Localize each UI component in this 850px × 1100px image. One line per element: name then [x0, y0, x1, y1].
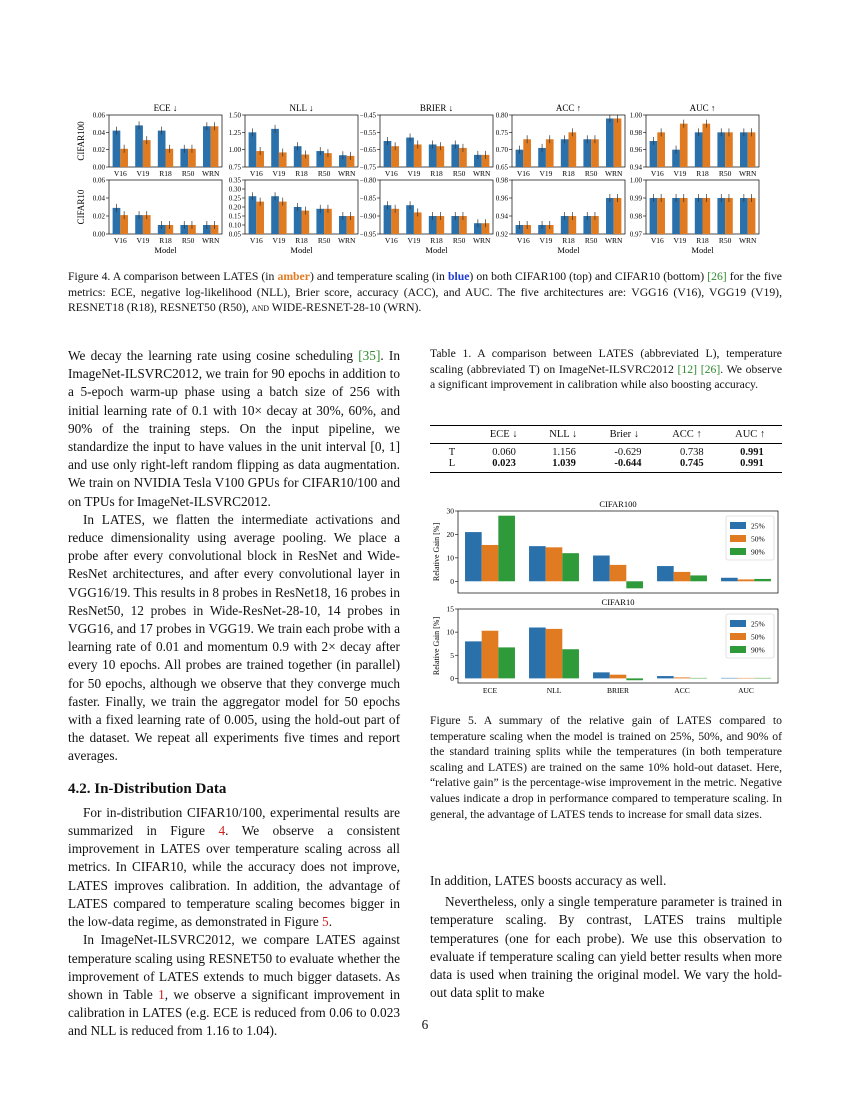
y-tick-label: 0.04 — [92, 128, 105, 137]
y-tick-label: 5 — [450, 650, 454, 660]
y-tick-label: 1.50 — [228, 111, 241, 120]
x-tick-label: V16 — [516, 169, 530, 178]
subplot-cifar100-3 — [496, 103, 625, 178]
citation-link[interactable]: [35] — [358, 348, 381, 363]
y-tick-label: 0.00 — [92, 163, 105, 172]
caption-text: ) on both CIFAR100 (top) and CIFAR10 (bottom) — [469, 270, 708, 283]
temp-scaling-bar — [158, 131, 166, 167]
y-tick-label: 0.15 — [228, 212, 241, 221]
legend — [726, 516, 774, 560]
x-tick-label: R18 — [295, 169, 308, 178]
legend-swatch — [730, 620, 746, 627]
x-tick-label: R18 — [159, 236, 172, 245]
x-tick-label: R50 — [718, 236, 732, 245]
temp-scaling-bar — [561, 139, 569, 167]
table-cell: 1.039 — [552, 458, 576, 469]
x-tick-label: BRIER — [606, 686, 630, 695]
y-tick-label: −0.75 — [359, 163, 376, 172]
subplot-cifar10-2 — [360, 177, 493, 256]
temp-scaling-bar — [717, 198, 725, 234]
y-tick-label: 0.75 — [228, 163, 241, 172]
paragraph — [68, 804, 400, 931]
table-cell: 0.023 — [492, 458, 516, 469]
subplot-title: ACC ↑ — [555, 103, 582, 113]
y-tick-label: −0.90 — [359, 212, 376, 221]
subplot-cifar100-4 — [630, 103, 759, 178]
y-tick-label: 1.00 — [228, 146, 241, 155]
lates-bar — [703, 124, 711, 167]
x-tick-label: V16 — [384, 169, 398, 178]
x-tick-label: V19 — [407, 169, 421, 178]
x-tick-label: V19 — [136, 169, 150, 178]
y-tick-label: 0.94 — [629, 163, 642, 172]
architecture-list: VGG16 (V16), VGG19 (V19), RESNET18 (R18), RESNET50 (R50), and WIDE-RESNET-28-10 (WRN). — [68, 285, 782, 315]
temp-scaling-bar — [740, 132, 748, 167]
y-tick-label: 1.25 — [228, 128, 241, 137]
x-tick-label: R18 — [430, 169, 443, 178]
temp-scaling-bar — [271, 196, 279, 234]
x-tick-label: V19 — [272, 169, 286, 178]
lates-bar — [748, 132, 756, 167]
x-tick-label: R18 — [430, 236, 443, 245]
table-cell: T — [448, 447, 456, 458]
relative-gain-panel-1 — [432, 597, 778, 695]
subplot-cifar10-4 — [630, 177, 759, 256]
caption-text: Table 1. A comparison between LATES (abbreviated L), temperature scaling (abbreviated T) on ImageNet-ILSVRC2012 — [430, 347, 782, 376]
legend-label: 90% — [751, 645, 765, 655]
y-tick-label: 0.02 — [92, 212, 105, 221]
temp-scaling-bar — [113, 131, 121, 167]
lates-bar — [614, 118, 622, 167]
y-tick-label: 0.00 — [92, 230, 105, 239]
y-axis-label: Relative Gain [%] — [432, 522, 441, 582]
x-axis-label: Model — [290, 245, 313, 255]
left-column — [68, 347, 400, 1041]
x-tick-label: V19 — [272, 236, 286, 245]
x-tick-label: R50 — [181, 169, 195, 178]
blue-word: blue — [447, 270, 470, 283]
relative-gain-panel-0 — [432, 499, 778, 593]
y-tick-label: −0.55 — [359, 128, 376, 137]
subplot-cifar10-0 — [76, 177, 222, 256]
y-tick-label: −0.95 — [359, 230, 376, 239]
x-tick-label: WRN — [738, 236, 757, 245]
amber-word: amber — [277, 270, 310, 283]
temp-scaling-bar — [294, 207, 302, 234]
table-cell: 0.738 — [680, 447, 704, 458]
figure-ref-link[interactable]: 4 — [218, 823, 226, 839]
lates-bar — [680, 198, 688, 234]
legend-label: 50% — [751, 534, 765, 544]
x-axis-label: Model — [557, 245, 580, 255]
text: , we observe a significant improvement in calibration in LATES (e.g. ECE is reduced from 0.06 to 0.023 and NLL is reduced from 1.16 to 1.04). — [68, 986, 400, 1039]
subplot-title: NLL ↓ — [289, 103, 314, 113]
subplot-cifar10-3 — [496, 177, 625, 256]
x-tick-label: R50 — [452, 169, 466, 178]
x-tick-label: V19 — [539, 169, 553, 178]
x-tick-label: V16 — [249, 236, 263, 245]
gain-bar-50pct — [482, 631, 499, 679]
table-1 — [430, 425, 782, 473]
x-tick-label: V19 — [673, 236, 687, 245]
panel-title: CIFAR10 — [601, 597, 635, 607]
legend-label: 50% — [751, 632, 765, 642]
table-row — [430, 447, 782, 458]
y-tick-label: 20 — [446, 529, 454, 539]
gain-bar-25pct — [593, 556, 610, 582]
x-tick-label: R50 — [181, 236, 195, 245]
caption-text: for the five metrics: ECE, negative log-likelihood (NLL), Brier score, accuracy (ACC), and AUC. The five architectures are: — [68, 270, 782, 299]
table-header: ACC ↑ — [672, 429, 702, 440]
table-header-row — [430, 429, 782, 440]
y-tick-label: 0.99 — [629, 194, 642, 203]
table-row — [430, 458, 782, 469]
gain-bar-25pct — [657, 676, 674, 678]
legend-label: 25% — [751, 619, 765, 629]
x-tick-label: R18 — [159, 169, 172, 178]
lates-bar — [546, 139, 554, 167]
table-cell: L — [448, 458, 456, 469]
x-tick-label: R18 — [562, 236, 575, 245]
gain-bar-25pct — [465, 641, 482, 678]
text: . In ImageNet-ILSVRC2012, we train for 90 epochs in addition to a 5-epoch warm-up phase using a batch size of 256 with initial learning rate of 0.1 with 10× decay at 30%, 60%, and 90% of the training steps. On the input pipeline, we standardize the input to have values in the unit interval [0, 1] and use only right-left random flipping as data augmentation. We train on NVIDIA Tesla V100 GPUs for CIFAR10/100 and on TPUs for ImageNet-ILSVRC2012. — [68, 348, 400, 509]
gain-bar-50pct — [610, 675, 627, 679]
table-header: AUC ↑ — [735, 429, 766, 440]
y-tick-label: −0.45 — [359, 111, 376, 120]
y-tick-label: 1.00 — [629, 111, 642, 120]
paragraph — [68, 347, 400, 511]
gain-bar-50pct — [546, 629, 563, 678]
caption-text: . We observe a significant improvement in calibration while also boosting accuracy. — [430, 362, 783, 392]
citation-link[interactable]: [26] — [700, 362, 721, 376]
gain-bar-90pct — [562, 553, 579, 581]
x-tick-label: V16 — [650, 236, 664, 245]
x-tick-label: V16 — [516, 236, 530, 245]
caption-text: ) and temperature scaling (in — [309, 270, 448, 283]
x-axis-label: Model — [154, 245, 177, 255]
legend-label: 90% — [751, 547, 765, 557]
lates-bar — [256, 202, 264, 234]
y-tick-label: 0.06 — [92, 111, 105, 120]
temp-scaling-bar — [203, 126, 211, 167]
subplot-title: BRIER ↓ — [419, 103, 454, 113]
x-axis-label: Model — [425, 245, 448, 255]
table-header: Brier ↓ — [609, 429, 640, 440]
x-tick-label: V19 — [136, 236, 150, 245]
gain-bar-50pct — [674, 572, 691, 581]
y-tick-label: 1.00 — [629, 176, 642, 185]
temp-scaling-bar — [135, 125, 143, 167]
text: In ImageNet-ILSVRC2012, we compare LATES against temperature scaling using RESNET50 to evaluate whether the improvement of LATES extends to much bigger datasets. As shown in Table — [68, 932, 400, 1002]
gain-bar-90pct — [562, 649, 579, 678]
lates-bar — [680, 124, 688, 167]
text: . We observe a consistent improvement in LATES over temperature scaling across all metrics. In CIFAR10, while the accuracy does not improve, LATES improves calibration. In addition, the advantage of LATES compared to temperature scaling becomes bigger in the low-data regime, as demonstrated in Figure — [68, 823, 400, 930]
gain-bar-90pct — [498, 516, 515, 582]
legend-swatch — [730, 548, 746, 555]
figure-5-chart — [428, 497, 788, 705]
y-tick-label: 0.98 — [629, 128, 642, 137]
y-tick-label: 0 — [450, 673, 454, 683]
x-tick-label: ACC — [674, 686, 690, 695]
gain-bar-50pct — [546, 547, 563, 581]
y-tick-label: 0.20 — [228, 203, 241, 212]
gain-bar-50pct — [738, 579, 755, 581]
x-tick-label: WRN — [337, 169, 356, 178]
paragraph: Nevertheless, only a single temperature parameter is trained in temperature scaling. By contrast, LATES trains multiple temperatures (one for each probe). We use this observation to evaluate if temperature scaling can yield better results when more data is used when training the original model. We vary the hold-out data split to make — [430, 894, 782, 1001]
x-tick-label: R50 — [584, 236, 598, 245]
subplot-cifar100-1 — [229, 103, 358, 178]
x-tick-label: R18 — [696, 169, 709, 178]
lates-bar — [657, 198, 665, 234]
table-header: ECE ↓ — [489, 429, 518, 440]
y-tick-label: 10 — [446, 553, 454, 563]
x-tick-label: R18 — [562, 169, 575, 178]
x-tick-label: V16 — [384, 236, 398, 245]
x-tick-label: R50 — [317, 236, 331, 245]
y-tick-label: 0.96 — [629, 146, 642, 155]
legend — [726, 614, 774, 658]
table-cell: 0.060 — [492, 447, 516, 458]
y-tick-label: −0.65 — [359, 146, 376, 155]
temp-scaling-bar — [249, 196, 257, 234]
right-column — [430, 872, 782, 1002]
table-1-caption — [430, 346, 782, 393]
gain-bar-25pct — [529, 628, 546, 679]
y-tick-label: 0.94 — [495, 212, 508, 221]
lates-bar — [748, 198, 756, 234]
temp-scaling-bar — [650, 198, 658, 234]
y-tick-label: 0.98 — [495, 176, 508, 185]
y-tick-label: 0.75 — [495, 128, 508, 137]
paragraph: In addition, LATES boosts accuracy as well. — [430, 873, 667, 888]
x-axis-label: Model — [691, 245, 714, 255]
y-tick-label: 0.06 — [92, 176, 105, 185]
x-tick-label: V16 — [113, 236, 127, 245]
lates-bar — [211, 126, 219, 167]
gain-bar-90pct — [498, 647, 515, 678]
temp-scaling-bar — [583, 139, 591, 167]
table-cell: 0.745 — [680, 458, 704, 469]
y-tick-label: 0.25 — [228, 194, 241, 203]
x-tick-label: R50 — [718, 169, 732, 178]
figure-4-chart-grid — [76, 95, 780, 260]
gain-bar-90pct — [690, 575, 707, 581]
panel-title: CIFAR100 — [599, 499, 637, 509]
lates-bar — [279, 202, 287, 234]
gain-bar-25pct — [593, 672, 610, 678]
temp-scaling-bar — [606, 118, 614, 167]
y-tick-label: 0.04 — [92, 194, 105, 203]
row-label: CIFAR10 — [76, 189, 86, 225]
x-tick-label: V16 — [249, 169, 263, 178]
gain-bar-50pct — [610, 565, 627, 581]
x-tick-label: WRN — [472, 236, 491, 245]
gain-bar-90pct — [626, 678, 643, 680]
y-tick-label: 15 — [446, 604, 454, 614]
text: . — [328, 914, 333, 930]
y-tick-label: 0 — [450, 576, 454, 586]
paragraph: In LATES, we flatten the intermediate activations and reduce dimensionality using average pooling. We place a probe after every convolutional block in ResNet and Wide-ResNet architectures, and after every convolutional layer in VGG16/19. This results in 8 probes in ResNet18, 16 probes in ResNet50, 12 probes in Wide-ResNet-28-10, 14 probes in VGG16, and 17 probes in VGG19. We train each probe with a learning rate of 0.01 and momentum 0.9 with 2× decay after every 10 epochs. All probes are trained together (in parallel) for 50 epochs, although we observe that they converge much faster. Finally, we train the aggregator model for 50 epochs with a fixed learning rate of 0.005, using the hold-out part of the dataset. We repeat all experiments five times and report averages. — [68, 511, 400, 764]
lates-bar — [591, 139, 599, 167]
table-ref-link[interactable]: 1 — [158, 986, 165, 1002]
x-tick-label: R50 — [452, 236, 466, 245]
temp-scaling-bar — [406, 138, 414, 167]
temp-scaling-bar — [695, 132, 703, 167]
x-tick-label: V16 — [650, 169, 664, 178]
temp-scaling-bar — [249, 132, 257, 167]
y-tick-label: 0.80 — [495, 111, 508, 120]
y-axis-label: Relative Gain [%] — [432, 616, 441, 676]
x-tick-label: WRN — [337, 236, 356, 245]
x-tick-label: V19 — [673, 169, 687, 178]
lates-bar — [569, 132, 577, 167]
x-tick-label: R18 — [295, 236, 308, 245]
temp-scaling-bar — [695, 198, 703, 234]
x-tick-label: V19 — [539, 236, 553, 245]
temp-scaling-bar — [406, 205, 414, 234]
temp-scaling-bar — [271, 129, 279, 167]
y-tick-label: 0.92 — [495, 230, 508, 239]
x-tick-label: NLL — [546, 686, 562, 695]
x-tick-label: WRN — [738, 169, 757, 178]
y-tick-label: 0.65 — [495, 163, 508, 172]
citation-link[interactable]: [26] — [707, 270, 727, 283]
figure-4-caption — [68, 269, 782, 316]
lates-bar — [523, 139, 531, 167]
text: For in-distribution CIFAR10/100, experimental results are summarized in Figure — [68, 804, 400, 839]
table-cell: 1.156 — [552, 447, 576, 458]
gain-bar-90pct — [626, 581, 643, 588]
lates-bar — [703, 198, 711, 234]
lates-bar — [725, 132, 733, 167]
table-cell: -0.629 — [614, 447, 642, 458]
gain-bar-25pct — [721, 578, 738, 582]
y-tick-label: −0.80 — [359, 176, 376, 185]
caption-text: Figure 4. A comparison between LATES (in — [68, 270, 278, 283]
table-header — [430, 429, 474, 440]
x-tick-label: R50 — [584, 169, 598, 178]
x-tick-label: AUC — [738, 686, 754, 695]
subplot-cifar10-1 — [229, 177, 358, 256]
lates-bar — [143, 140, 151, 167]
lates-bar — [657, 132, 665, 167]
gain-bar-25pct — [465, 532, 482, 581]
x-tick-label: WRN — [604, 169, 623, 178]
x-tick-label: WRN — [604, 236, 623, 245]
legend-label: 25% — [751, 521, 765, 531]
y-tick-label: 0.10 — [228, 221, 241, 230]
legend-swatch — [730, 633, 746, 640]
table-cell: 0.991 — [740, 447, 764, 458]
y-tick-label: 0.05 — [228, 230, 241, 239]
legend-swatch — [730, 535, 746, 542]
subplot-cifar100-2 — [360, 103, 493, 178]
table-header: NLL ↓ — [549, 429, 578, 440]
y-tick-label: 0.70 — [495, 146, 508, 155]
x-tick-label: V19 — [407, 236, 421, 245]
row-label: CIFAR100 — [76, 121, 86, 161]
y-tick-label: 0.35 — [228, 176, 241, 185]
citation-link[interactable]: [12] — [677, 362, 698, 376]
x-tick-label: ECE — [482, 686, 498, 695]
y-tick-label: 0.97 — [629, 230, 642, 239]
y-tick-label: 0.02 — [92, 146, 105, 155]
legend-swatch — [730, 646, 746, 653]
gain-bar-25pct — [529, 546, 546, 581]
figure-5-caption: Figure 5. A summary of the relative gain of LATES compared to temperature scaling when the model is trained on 25%, 50%, and 90% of the standard training splits while the temperatures (in both temperature scaling and LATES) are trained on the same 10% hold-out dataset. Here, “relative gain” is the percentage-wise improvement in the metric. Negative values indicate a drop in performance compared to temperature scaling. In general, the advantage of LATES tends to increase for small data sizes. — [430, 714, 782, 821]
y-tick-label: 0.96 — [495, 194, 508, 203]
gain-bar-25pct — [657, 566, 674, 581]
subplot-title: ECE ↓ — [153, 103, 178, 113]
figure-ref-link[interactable]: 5 — [322, 914, 329, 930]
table-cell: 0.991 — [740, 458, 764, 469]
y-tick-label: 0.98 — [629, 212, 642, 221]
y-tick-label: 10 — [446, 627, 454, 637]
x-tick-label: R18 — [696, 236, 709, 245]
temp-scaling-bar — [606, 198, 614, 234]
gain-bar-50pct — [482, 545, 499, 581]
legend-swatch — [730, 522, 746, 529]
x-tick-label: R50 — [317, 169, 331, 178]
subplot-cifar100-0 — [76, 103, 222, 178]
temp-scaling-bar — [717, 132, 725, 167]
x-tick-label: WRN — [201, 169, 220, 178]
gain-bar-50pct — [674, 677, 691, 678]
temp-scaling-bar — [740, 198, 748, 234]
subplot-title: AUC ↑ — [689, 103, 716, 113]
temp-scaling-bar — [384, 205, 392, 234]
text: We decay the learning rate using cosine scheduling — [68, 348, 359, 363]
y-tick-label: −0.85 — [359, 194, 376, 203]
gain-bar-90pct — [754, 579, 771, 581]
y-tick-label: 0.30 — [228, 185, 241, 194]
table-cell: -0.644 — [614, 458, 642, 469]
lates-bar — [614, 198, 622, 234]
lates-bar — [725, 198, 733, 234]
x-tick-label: V16 — [113, 169, 127, 178]
section-heading: 4.2. In-Distribution Data — [68, 780, 227, 797]
x-tick-label: WRN — [472, 169, 491, 178]
temp-scaling-bar — [672, 198, 680, 234]
y-tick-label: 30 — [446, 506, 454, 516]
page-number: 6 — [421, 1017, 429, 1032]
x-tick-label: WRN — [201, 236, 220, 245]
